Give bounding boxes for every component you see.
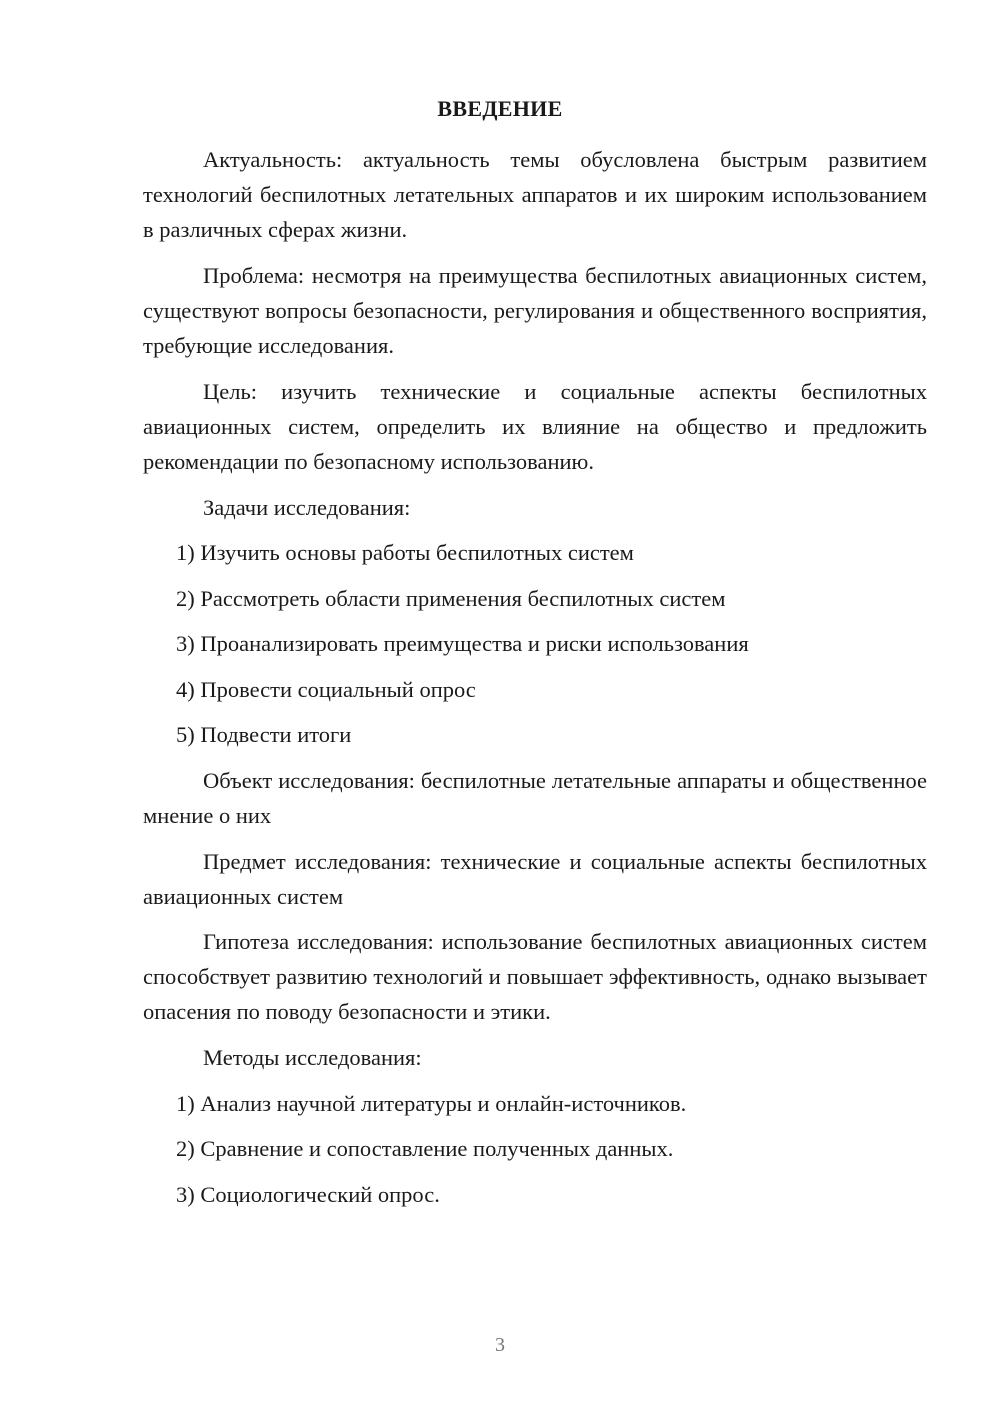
task-item: 4) Провести социальный опрос	[176, 677, 476, 702]
goal-paragraph: Цель: изучить технические и социальные аспекты беспилотных авиационных систем, определить их влияние на общество и предложить рекомендации по безопасному использованию.	[143, 379, 927, 474]
page-title: ВВЕДЕНИЕ	[437, 96, 563, 121]
methods-heading: Методы исследования:	[203, 1045, 422, 1070]
hypothesis-paragraph: Гипотеза исследования: использование беспилотных авиационных систем способствует развитию технологий и повышает эффективность, однако вызывает опасения по поводу безопасности и этики.	[143, 929, 927, 1024]
problem-paragraph: Проблема: несмотря на преимущества беспилотных авиационных систем, существуют вопросы безопасности, регулирования и общественного восприятия, требующие исследования.	[143, 263, 927, 358]
method-item: 2) Сравнение и сопоставление полученных данных.	[176, 1136, 674, 1161]
task-item: 5) Подвести итоги	[176, 722, 352, 747]
method-item: 3) Социологический опрос.	[176, 1182, 440, 1207]
subject-paragraph: Предмет исследования: технические и социальные аспекты беспилотных авиационных систем	[143, 849, 927, 909]
task-item: 2) Рассмотреть области применения беспилотных систем	[176, 586, 726, 611]
method-item: 1) Анализ научной литературы и онлайн-источников.	[176, 1091, 687, 1116]
relevance-paragraph: Актуальность: актуальность темы обусловлена быстрым развитием технологий беспилотных летательных аппаратов и их широким использованием в различных сферах жизни.	[143, 147, 927, 242]
tasks-heading: Задачи исследования:	[203, 495, 411, 520]
page-number: 3	[495, 1334, 505, 1356]
object-paragraph: Объект исследования: беспилотные летательные аппараты и общественное мнение о них	[143, 768, 927, 828]
task-item: 3) Проанализировать преимущества и риски использования	[176, 631, 749, 656]
task-item: 1) Изучить основы работы беспилотных систем	[176, 540, 634, 565]
